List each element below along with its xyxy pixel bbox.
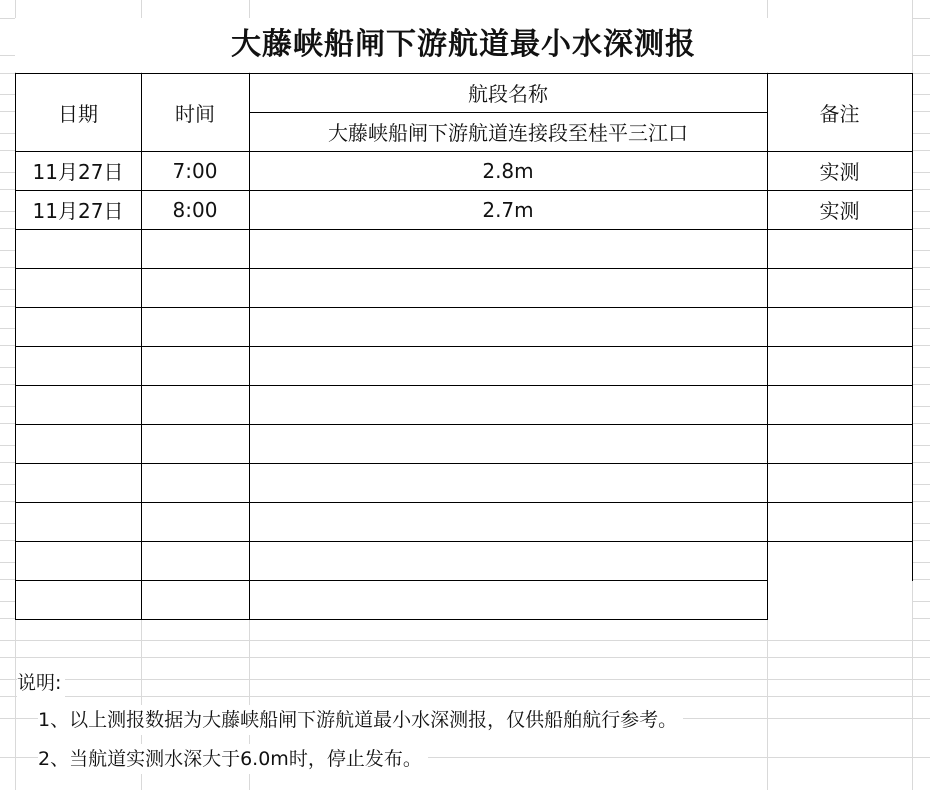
cell-time[interactable] — [141, 229, 249, 268]
cell-date[interactable] — [15, 541, 141, 580]
cell-remark[interactable] — [767, 541, 912, 580]
table-border — [249, 112, 768, 113]
cell-depth[interactable] — [249, 463, 767, 502]
cell-date[interactable] — [15, 307, 141, 346]
cell-depth[interactable] — [249, 580, 767, 619]
notes-label: 说明: — [17, 668, 65, 698]
cell-depth[interactable] — [249, 385, 767, 424]
cell-date[interactable]: 11月27日 — [15, 151, 141, 190]
cell-remark[interactable] — [767, 229, 912, 268]
cell-remark[interactable]: 实测 — [767, 151, 912, 190]
table-border — [15, 307, 913, 308]
cell-depth[interactable]: 2.8m — [249, 151, 767, 190]
note-2: 2、当航道实测水深大于6.0m时，停止发布。 — [38, 744, 428, 774]
cell-remark[interactable] — [767, 424, 912, 463]
cell-date[interactable] — [15, 229, 141, 268]
header-section-label[interactable]: 航段名称 — [249, 73, 767, 112]
cell-remark[interactable] — [767, 385, 912, 424]
table-border — [15, 385, 913, 386]
cell-time[interactable] — [141, 502, 249, 541]
cell-remark[interactable] — [767, 307, 912, 346]
cell-time[interactable]: 7:00 — [141, 151, 249, 190]
cell-depth[interactable]: 2.7m — [249, 190, 767, 229]
gridline-horizontal — [0, 657, 930, 658]
table-border — [912, 73, 913, 581]
table-border — [767, 73, 768, 620]
cell-date[interactable]: 11月27日 — [15, 190, 141, 229]
table-border — [15, 580, 768, 581]
cell-date[interactable] — [15, 346, 141, 385]
cell-time[interactable] — [141, 385, 249, 424]
table-border — [15, 229, 913, 230]
cell-remark[interactable] — [767, 346, 912, 385]
note-1: 1、以上测报数据为大藤峡船闸下游航道最小水深测报，仅供船舶航行参考。 — [38, 705, 683, 735]
cell-date[interactable] — [15, 580, 141, 619]
table-border — [141, 73, 142, 620]
cell-remark[interactable]: 实测 — [767, 190, 912, 229]
cell-time[interactable] — [141, 307, 249, 346]
cell-depth[interactable] — [249, 424, 767, 463]
gridline-horizontal — [0, 679, 930, 680]
cell-remark[interactable] — [767, 580, 912, 619]
table-border — [15, 424, 913, 425]
table-border — [15, 73, 913, 74]
table-border — [15, 463, 913, 464]
table-border — [15, 151, 913, 152]
cell-time[interactable] — [141, 463, 249, 502]
table-border — [15, 541, 913, 542]
cell-date[interactable] — [15, 268, 141, 307]
header-time[interactable]: 时间 — [141, 73, 249, 151]
table-border — [249, 73, 250, 620]
header-date[interactable]: 日期 — [15, 73, 141, 151]
cell-depth[interactable] — [249, 268, 767, 307]
table-border — [15, 268, 913, 269]
gridline-horizontal — [0, 640, 930, 641]
cell-time[interactable] — [141, 268, 249, 307]
table-border — [15, 73, 16, 620]
cell-depth[interactable] — [249, 541, 767, 580]
cell-remark[interactable] — [767, 502, 912, 541]
cell-time[interactable] — [141, 541, 249, 580]
table-border — [15, 502, 913, 503]
header-remark[interactable]: 备注 — [767, 73, 912, 151]
cell-date[interactable] — [15, 502, 141, 541]
report-title: 大藤峡船闸下游航道最小水深测报 — [15, 18, 912, 72]
cell-time[interactable] — [141, 580, 249, 619]
table-border — [15, 346, 913, 347]
cell-time[interactable] — [141, 346, 249, 385]
table-border — [15, 619, 768, 620]
cell-date[interactable] — [15, 463, 141, 502]
cell-time[interactable]: 8:00 — [141, 190, 249, 229]
gridline-horizontal — [0, 696, 930, 697]
header-section-name[interactable]: 大藤峡船闸下游航道连接段至桂平三江口 — [249, 112, 767, 151]
cell-remark[interactable] — [767, 463, 912, 502]
table-border — [15, 190, 913, 191]
cell-depth[interactable] — [249, 307, 767, 346]
cell-depth[interactable] — [249, 229, 767, 268]
cell-time[interactable] — [141, 424, 249, 463]
cell-depth[interactable] — [249, 346, 767, 385]
cell-date[interactable] — [15, 424, 141, 463]
cell-remark[interactable] — [767, 268, 912, 307]
cell-date[interactable] — [15, 385, 141, 424]
cell-depth[interactable] — [249, 502, 767, 541]
